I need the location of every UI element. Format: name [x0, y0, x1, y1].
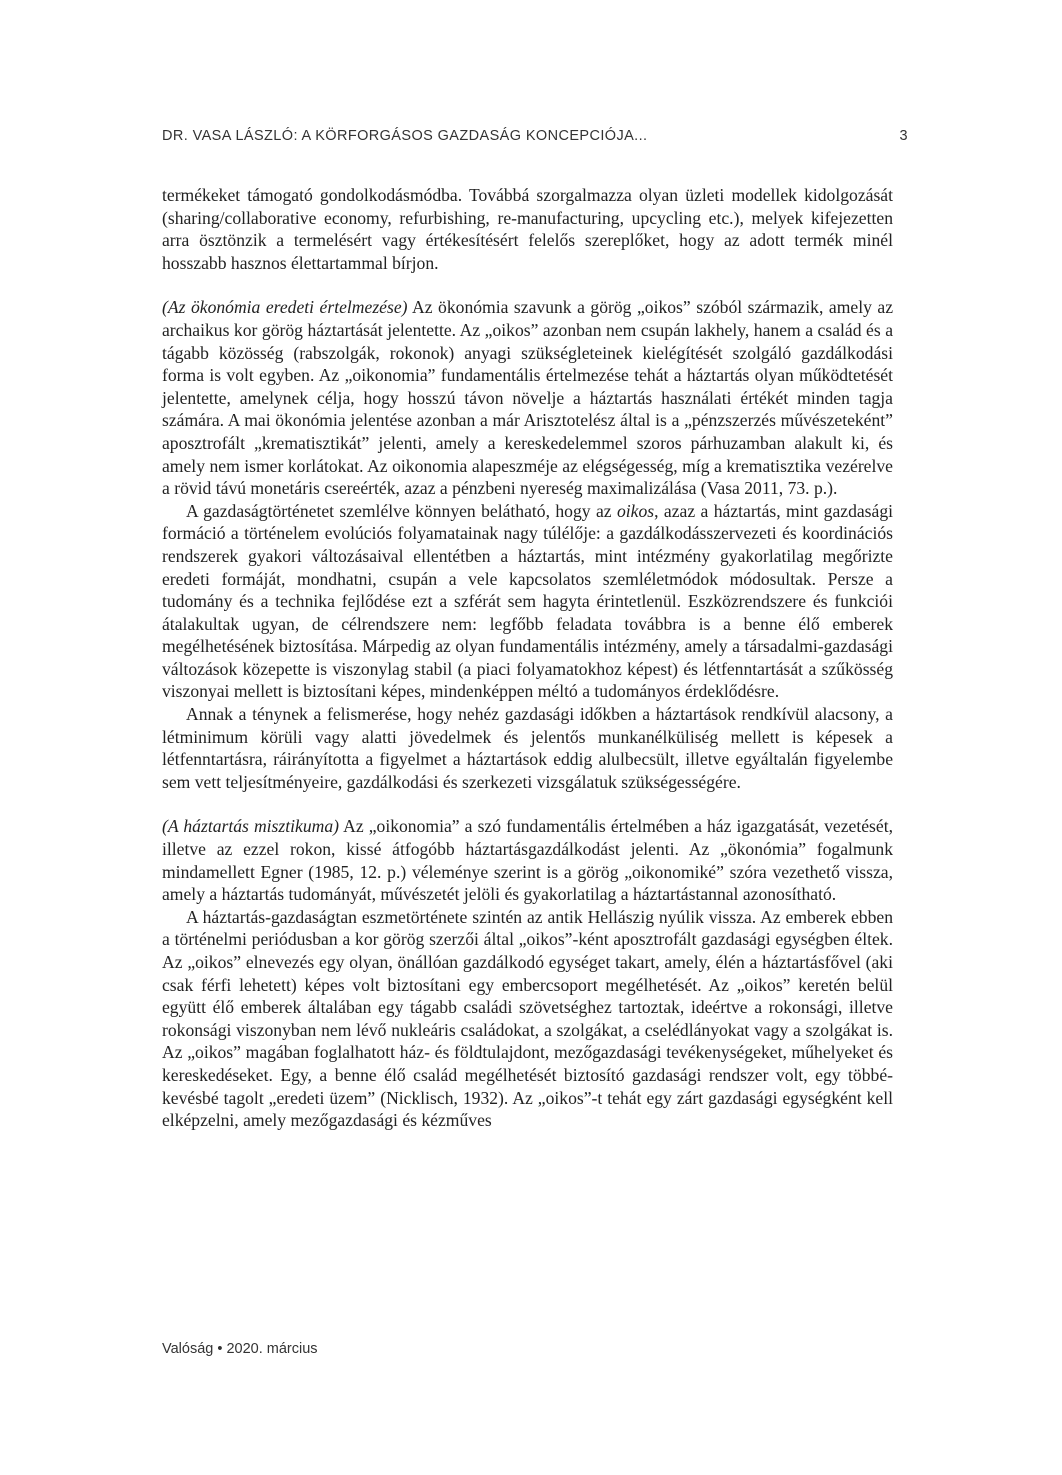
- running-header: [162, 128, 908, 144]
- emphasized-term: oikos: [616, 500, 655, 521]
- running-title: DR. VASA LÁSZLÓ: A KÖRFORGÁSOS GAZDASÁG KONCEPCIÓJA...: [162, 128, 648, 144]
- page-number: 3: [899, 128, 908, 144]
- article-body: [162, 184, 893, 1132]
- paragraph-economic-history: [162, 500, 893, 703]
- paragraph-text: Annak a ténynek a felismerése, hogy nehéz gazdasági időkben a háztartások rendkívül alacsony, a létminimum körüli vagy alatti jövedelmek és jelentős munkanélküliség mellett is képesek a létfenntartásra, ráirányította a figyelmet a háztartások eddig alulbecsült, illetve egyáltalán figyelembe sem vett teljesítményeire, gazdálkodási és szerkezeti vizsgálatuk szükségességére.: [162, 704, 893, 792]
- paragraph-text-lead: A gazdaságtörténetet szemlélve könnyen belátható, hogy az: [186, 500, 617, 521]
- paragraph-text: , azaz a háztartás, mint gazdasági formáció a történelem evolúciós folyamatainak nagy túlélője: a gazdálkodásszervezeti és koordinációs rendszerek gyakori változásaival ellentétben a háztartás, mint intézmény gyakorlatilag megőrizte eredeti formáját, mondhatni, csupán a vele kapcsolatos szemléletmódok módosultak. Persze a tudomány és a technika fejlődése ezt a szférát sem hagyta érintetlenül. Eszközrendszere és funkciói átalakultak ugyan, de célrendszere nem: legfőbb feladata továbbra is a benne élő emberek megélhetésének biztosítása. Márpedig az olyan fundamentális intézmény, amely a társadalmi-gazdasági változások közepette is viszonylag stabil (a piaci folyamatokhoz képest) és létfenntartását a szűkösség viszonyai mellett is biztosítani képes, mindenképpen méltó a tudományos érdeklődésre.: [162, 500, 894, 702]
- paragraph-text: Az „oikonomia” a szó fundamentális értelmében a ház igazgatását, vezetését, illetve az ezzel rokon, kissé átfogóbb háztartásgazdálkodást jelenti. Az „ökonómia” fogalmunk mindamellett Egner (1985, 12. p.) véleménye szerint is a görög „oikonomiké” szóra vezethető vissza, amely a háztartás tudományát, művészetét jelöli és gyakorlatilag a háztartástannal azonosítható.: [162, 816, 893, 905]
- paragraph-text: Az ökonómia szavunk a görög „oikos” szóból származik, amely az archaikus kor görög háztartását jelentette. Az „oikos” azonban nem csupán lakhely, hanem a család és a tágabb közösség (rabszolgák, rokonok) anyagi szükségleteinek kielégítését szolgáló gazdálkodási forma is volt egyben. Az „oikonomia” fundamentális értelmezése tehát a háztartás olyan működtetését jelentette, amelynek célja, hogy hosszú távon növelje a háztartás használati értékét minden tagja számára. A mai ökonómia jelentése azonban a már Arisztotelész által is a „pénzszerzés művészeteként” aposztrofált „krematisztikát” jelenti, amely a kereskedelemmel szoros párhuzamban alakult ki, és amely nem ismer korlátokat. Az oikonomia alapeszméje az elégségesség, míg a krematisztika vezérelve a rövid távú monetáris csereérték, azaz a pénzbeni nyereség maximalizálása (Vasa 2011, 73. p.).: [162, 297, 894, 499]
- paragraph-oekonomia-origin: [162, 296, 893, 499]
- footer-text: Valóság • 2020. március: [162, 1341, 318, 1357]
- paragraph-household-mystique: [162, 815, 893, 905]
- section-run-in-heading: (Az ökonómia eredeti értelmezése): [162, 297, 408, 318]
- paragraph-recognition: [162, 703, 893, 793]
- paragraph-household-economics-history: [162, 906, 893, 1132]
- paragraph-text: A háztartás-gazdaságtan eszmetörténete szintén az antik Hellászig nyúlik vissza. Az emberek ebben a történelmi periódusban a kor görög szerzői által „oikos”-ként aposztrofált gazdasági egységben éltek. Az „oikos” elnevezés egy olyan, önállóan gazdálkodó egységet takart, amely, élén a háztartásfővel (aki csak férfi lehetett) képes volt biztosítani egy embercsoport megélhetését. Az „oikos” keretén belül együtt élő emberek általában egy tágabb családi szövetséghez tartoztak, ideértve a rokonsági, illetve rokonsági viszonyban nem lévő nukleáris családokat, a szolgákat, a cselédlányokat vagy a szolgákat is. Az „oikos” magában foglalhatott ház- és földtulajdont, mezőgazdasági tevékenységeket, műhelyeket és kereskedéseket. Egy, a benne élő család megélhetését biztosító gazdasági rendszer volt, egy többé-kevésbé tagolt „eredeti üzem” (Nicklisch, 1932). Az „oikos”-t tehát egy zárt gazdasági egységként kell elképzelni, amely mezőgazdasági és kézműves: [162, 906, 893, 1131]
- section-run-in-heading: (A háztartás misztikuma): [162, 816, 339, 837]
- paragraph-continuation: [162, 184, 893, 274]
- paragraph-text: termékeket támogató gondolkodásmódba. Továbbá szorgalmazza olyan üzleti modellek kidolgozását (sharing/collaborative economy, refurbishing, re-manufacturing, upcycling etc.), melyek kifejezetten arra ösztönzik a termelésért vagy értékesítésért felelős szereplőket, hogy az adott termék minél hosszabb hasznos élettartammal bírjon.: [162, 185, 893, 273]
- page-footer: [162, 1341, 318, 1357]
